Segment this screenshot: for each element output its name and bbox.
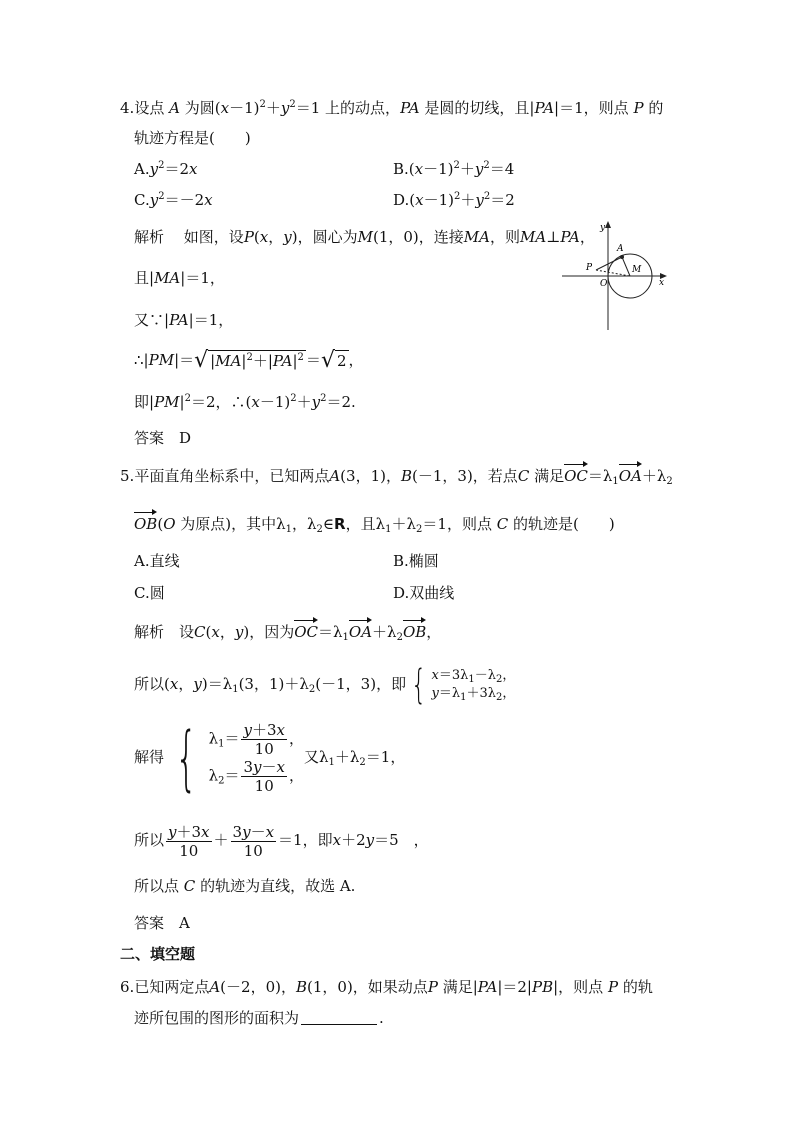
- q4-option-b: $B.(x-1)^2+y^2=4$: [393, 160, 515, 178]
- q4-stem-line2: 轨迹方程是( ): [134, 129, 251, 147]
- q4-analysis-line2: 且|MA|＝1，: [134, 269, 225, 287]
- analysis-label: 解析: [134, 228, 165, 246]
- label-a: A: [617, 244, 624, 254]
- label-m: M: [632, 265, 642, 275]
- segment-ma: [622, 257, 630, 276]
- q5-analysis-line2: 所以(x，$y)=\lambda_1(3$，$1)+\lambda_2(-1$，3)，即 { $x=3\lambda_1-\lambda_2$， $y=\lambda_1+3\lambda_2$，: [134, 662, 516, 708]
- q5-option-d: D.双曲线: [393, 584, 455, 602]
- label-p: P: [586, 263, 593, 273]
- q4-analysis-line4: ∴|PM|＝ √ $|MA|^2+|PA|^2$ ＝ √ 2 ，: [134, 348, 364, 373]
- point-a: [620, 255, 624, 259]
- q6-stem-line2: 迹所包围的图形的面积为 .: [134, 1009, 384, 1027]
- q5-stem-line2: OB(O 为原点)，其中$\lambda_1$，$\lambda_2\in R$，且$\lambda_1+\lambda_2=1$，则点 C 的轨迹是( ): [134, 515, 615, 535]
- q4-answer: 答案 D: [134, 429, 192, 447]
- equation-system-2: { $\lambda_1=$ $\frac{y+3x}{10}$ ， $\lambda_2=$ $\frac{3y-x}{10}$ ，: [175, 717, 304, 799]
- q5-option-c: C.圆: [134, 584, 165, 602]
- q5-option-b: B.椭圆: [393, 552, 439, 570]
- q5-analysis-line3: 解得 { $\lambda_1=$ $\frac{y+3x}{10}$ ， $\lambda_2=$ $\frac{3y-x}{10}$ ， 又$\lambda_1+\lambda_2=1$，: [134, 717, 406, 799]
- sqrt-expression: √ $|MA|^2+|PA|^2$: [194, 348, 304, 373]
- q5-analysis-line1: 解析 设C(x，y)，因为$OC=\lambda_1OA+\lambda_2OB$，: [134, 623, 442, 643]
- q5-option-a: A.直线: [134, 552, 180, 570]
- segment-pm: [596, 270, 630, 276]
- q4-analysis-line5: 即$|PM|^2=2$，$\therefore(x-1)^2+y^2=2$.: [134, 393, 356, 411]
- q4-option-c: $C.y^2=-2x$: [134, 191, 213, 209]
- y-axis-arrow: [605, 221, 611, 228]
- equation-system-1: { $x=3\lambda_1-\lambda_2$， $y=\lambda_1+3\lambda_2$，: [411, 662, 516, 708]
- q4-analysis-line1: 解析 如图，设P(x，y)，圆心为M(1，0)，连接MA，则MA⊥PA，: [134, 228, 595, 246]
- label-x: x: [659, 278, 665, 288]
- q4-option-a: $A.y^2=2x$: [134, 160, 198, 178]
- q4-analysis-line3: 又∵|PA|＝1，: [134, 311, 234, 329]
- section-title: 二、填空题: [120, 945, 196, 963]
- q4-option-d: $D.(x-1)^2+y^2=2$: [393, 191, 515, 209]
- label-y: y: [600, 223, 606, 233]
- answer-blank[interactable]: [301, 1010, 377, 1025]
- q4-stem-line1: 4.设点 A 为圆$(x-1)^2+y^2=1$ 上的动点，PA 是圆的切线，且|PA|＝1，则点 P 的: [120, 99, 664, 117]
- q5-analysis-line4: 所以 $\frac{y+3x}{10}$ ＋ $\frac{3y-x}{10}$ ＝1，即x＋2y＝5 ，: [134, 822, 429, 860]
- q4-figure: [560, 218, 670, 333]
- q5-conclusion: 所以点 C 的轨迹为直线，故选 A.: [134, 877, 356, 895]
- label-o: O: [600, 279, 608, 289]
- q5-stem-line1: 5.平面直角坐标系中，已知两点A(3，1)，B(－1，3)，若点C 满足$OC=\lambda_1OA+\lambda_2$: [120, 467, 673, 487]
- q6-stem-line1: 6.已知两定点A(－2，0)，B(1，0)，如果动点P 满足|PA|＝2|PB|，则点 P 的轨: [120, 978, 653, 996]
- q5-answer: 答案 A: [134, 914, 190, 932]
